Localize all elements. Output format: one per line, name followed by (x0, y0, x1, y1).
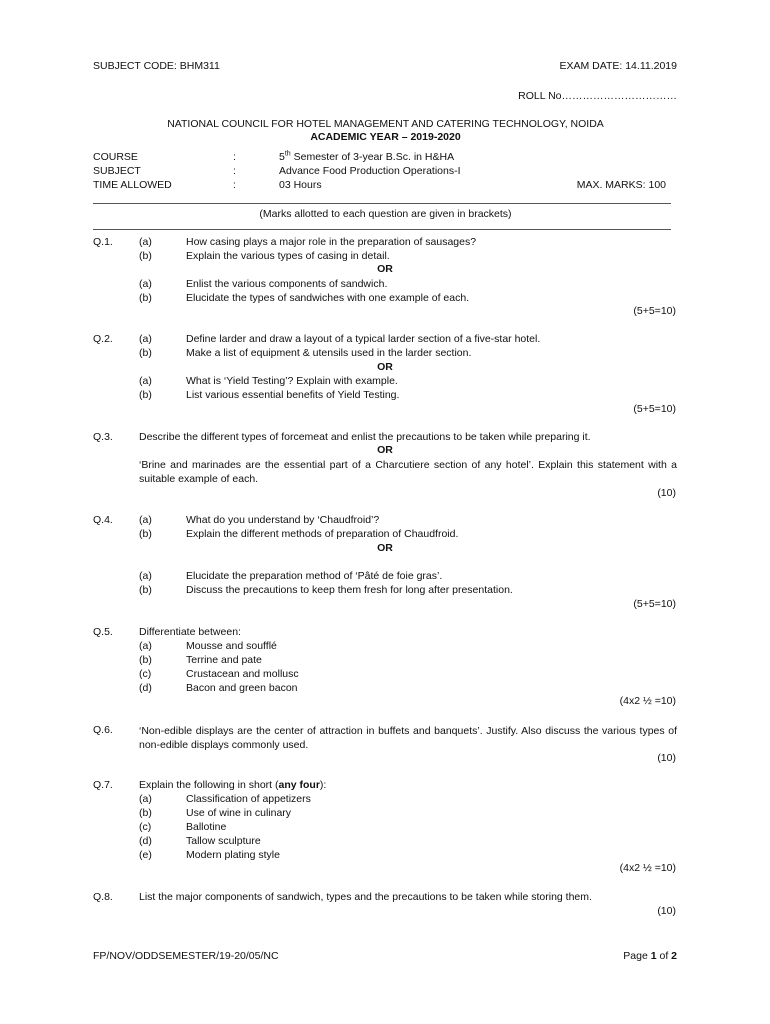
part-text: List various essential benefits of Yield Testing. (186, 389, 400, 401)
part-label: (a) (139, 570, 152, 582)
divider-bottom (93, 229, 671, 230)
question-number: Q.6. (93, 724, 113, 736)
part-label: (b) (139, 250, 152, 262)
question-marks: (10) (657, 487, 676, 499)
footer-code: FP/NOV/ODDSEMESTER/19-20/05/NC (93, 950, 279, 962)
subject-value: Advance Food Production Operations-I (279, 165, 461, 177)
part-text: How casing plays a major role in the preparation of sausages? (186, 236, 477, 248)
part-label: (a) (139, 333, 152, 345)
item-label: (c) (139, 668, 152, 680)
item-text: Modern plating style (186, 849, 280, 861)
question-number: Q.7. (93, 779, 113, 791)
item-text: Classification of appetizers (186, 793, 311, 805)
item-text: Use of wine in culinary (186, 807, 292, 819)
question-marks: (10) (657, 905, 676, 917)
subject-label: SUBJECT (93, 165, 141, 177)
or-separator: OR (377, 263, 393, 275)
time-label: TIME ALLOWED (93, 179, 172, 191)
or-separator: OR (377, 444, 393, 456)
part-label: (a) (139, 375, 152, 387)
part-label: (a) (139, 236, 152, 248)
course-label: COURSE (93, 151, 138, 163)
item-label: (b) (139, 654, 152, 666)
question-marks: (5+5=10) (633, 305, 676, 317)
academic-year: ACADEMIC YEAR – 2019-2020 (310, 131, 461, 143)
max-marks: MAX. MARKS: 100 (576, 179, 666, 191)
part-text: What is ‘Yield Testing’? Explain with example. (186, 375, 398, 387)
part-label: (b) (139, 292, 152, 304)
item-label: (c) (139, 821, 152, 833)
question-alt-text: ‘Brine and marinades are the essential part of a Charcutiere section of any hotel’. Explain this statement with a suitable example of each. (139, 459, 677, 485)
part-text: What do you understand by ‘Chaudfroid’? (186, 514, 380, 526)
item-text: Tallow sculpture (186, 835, 261, 847)
part-label: (a) (139, 278, 152, 290)
time-colon: : (233, 179, 236, 191)
item-label: (d) (139, 835, 152, 847)
question-number: Q.2. (93, 333, 113, 345)
part-text: Elucidate the preparation method of ‘Pâté de foie gras’. (186, 570, 443, 582)
part-text: Explain the various types of casing in detail. (186, 250, 390, 262)
item-label: (a) (139, 793, 152, 805)
time-value: 03 Hours (279, 179, 322, 191)
question-intro: Explain the following in short (any four): (139, 779, 327, 791)
question-text: ‘Non-edible displays are the center of attraction in buffets and banquets’. Justify. Also discuss the various types of non-edible displays commonly used. (139, 725, 677, 751)
item-text: Ballotine (186, 821, 227, 833)
or-separator: OR (377, 361, 393, 373)
question-number: Q.1. (93, 236, 113, 248)
course-colon: : (233, 151, 236, 163)
item-text: Crustacean and mollusc (186, 668, 299, 680)
item-label: (d) (139, 682, 152, 694)
question-marks: (4x2 ½ =10) (619, 862, 676, 874)
item-text: Bacon and green bacon (186, 682, 298, 694)
part-text: Define larder and draw a layout of a typical larder section of a five-star hotel. (186, 333, 541, 345)
subject-code: SUBJECT CODE: BHM311 (93, 60, 220, 72)
part-text: Enlist the various components of sandwich. (186, 278, 388, 290)
question-text: Describe the different types of forcemeat and enlist the precautions to be taken while preparing it. (139, 431, 591, 443)
item-label: (b) (139, 807, 152, 819)
question-number: Q.5. (93, 626, 113, 638)
question-marks: (5+5=10) (633, 598, 676, 610)
part-label: (b) (139, 389, 152, 401)
part-label: (b) (139, 528, 152, 540)
part-label: (b) (139, 347, 152, 359)
question-marks: (5+5=10) (633, 403, 676, 415)
part-text: Make a list of equipment & utensils used in the larder section. (186, 347, 472, 359)
question-text: List the major components of sandwich, types and the precautions to be taken while storing them. (139, 891, 592, 903)
question-marks: (4x2 ½ =10) (619, 695, 676, 707)
part-label: (a) (139, 514, 152, 526)
item-text: Terrine and pate (186, 654, 262, 666)
roll-number: ROLL No…………………………… (518, 90, 677, 102)
part-text: Explain the different methods of preparation of Chaudfroid. (186, 528, 459, 540)
part-text: Elucidate the types of sandwiches with one example of each. (186, 292, 470, 304)
or-separator: OR (377, 542, 393, 554)
part-text: Discuss the precautions to keep them fresh for long after presentation. (186, 584, 513, 596)
part-label: (b) (139, 584, 152, 596)
question-marks: (10) (657, 752, 676, 764)
divider-top (93, 203, 671, 204)
question-number: Q.3. (93, 431, 113, 443)
institution-name: NATIONAL COUNCIL FOR HOTEL MANAGEMENT AND CATERING TECHNOLOGY, NOIDA (167, 118, 604, 130)
instruction: (Marks allotted to each question are given in brackets) (259, 208, 512, 220)
question-number: Q.8. (93, 891, 113, 903)
subject-colon: : (233, 165, 236, 177)
page-number: Page 1 of 2 (623, 950, 677, 962)
question-number: Q.4. (93, 514, 113, 526)
exam-date: EXAM DATE: 14.11.2019 (559, 60, 677, 72)
item-text: Mousse and soufflé (186, 640, 277, 652)
item-label: (a) (139, 640, 152, 652)
course-value: 5th Semester of 3-year B.Sc. in H&HA (279, 150, 455, 163)
question-intro: Differentiate between: (139, 626, 241, 638)
item-label: (e) (139, 849, 152, 861)
